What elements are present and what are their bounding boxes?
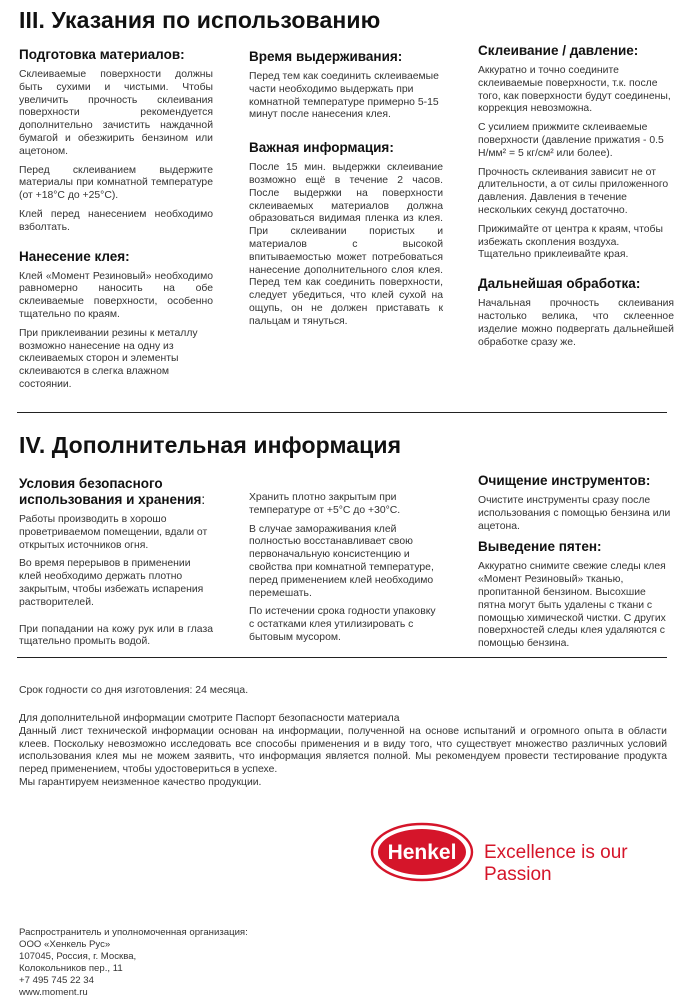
- paragraph: Клей «Момент Резиновый» необходимо равномерно наносить на обе склеиваемые поверхности, особенно тщательно по краям.: [19, 270, 213, 320]
- heading-safe-use-storage: [19, 476, 213, 508]
- paragraph: Аккуратно и точно соедините склеиваемые поверхности, т.к. после того, как поверхности будут соединены, коррекция невозможна.: [478, 65, 671, 115]
- paragraph: При попадании на кожу рук или в глаза тщательно промыть водой.: [19, 623, 213, 648]
- paragraph: Прижимайте от центра к краям, чтобы избежать скопления воздуха. Тщательно приклеивайте края.: [478, 223, 663, 261]
- section-3-title: III. Указания по использованию: [19, 7, 381, 33]
- slogan: Excellence is our Passion: [484, 842, 628, 885]
- paragraph: При приклеивании резины к металлу возможно нанесение на одну из склеиваемых сторон и элементы склеиваются в слегка влажном состоянии.: [19, 327, 198, 390]
- section-divider: [17, 412, 667, 413]
- heading-further-processing: Дальнейшая обработка:: [478, 276, 641, 292]
- distributor-line: Распространитель и уполномоченная организация:: [19, 927, 248, 938]
- henkel-logo: [370, 822, 474, 882]
- paragraph: По истечении срока годности упаковку с остатками клея утилизировать с бытовым мусором.: [249, 606, 436, 643]
- paragraph: Прочность склеивания зависит не от длительности, а от силы приложенного давления. Давления в течение нескольких секунд достаточно.: [478, 166, 669, 216]
- distributor-phone: +7 495 745 22 34: [19, 975, 94, 986]
- distributor-block: [19, 927, 248, 999]
- paragraph: Работы производить в хорошо проветриваемом помещении, вдали от открытых источников огня.: [19, 514, 208, 551]
- disclaimer-text: Данный лист технической информации основан на информации, полученной на основе испытаний и огромного опыта в области клеев. Поскольку невозможно исследовать все способы применения и в виду того, что существует множество различных условий использования клея мы не можем заявить, что информация является полной. Мы рекомендуем провести тестирование продукта перед применением, чтобы удостовериться в успехе.: [19, 725, 667, 776]
- logo-wordmark: Henkel: [387, 841, 457, 864]
- heading-bonding-pressure: Склеивание / давление:: [478, 43, 639, 58]
- datasheet-reference: Для дополнительной информации смотрите Паспорт безопасности материала: [19, 713, 400, 724]
- paragraph: Перед склеиванием выдержите материалы при комнатной температуре (от +18°С до +25°С).: [19, 164, 213, 202]
- distributor-line: ООО «Хенкель Рус»: [19, 939, 111, 950]
- s4-column-1: [19, 476, 213, 655]
- paragraph: Перед тем как соединить склеиваемые части необходимо выдержать при комнатной температуре примерно 5-15 минут после нанесения клея.: [249, 71, 439, 121]
- distributor-line: 107045, Россия, г. Москва,: [19, 951, 137, 962]
- heading-colon: :: [201, 492, 206, 507]
- distributor-line: Колокольников пер., 11: [19, 963, 123, 974]
- heading-line-2: использования и хранения: [19, 492, 202, 507]
- paragraph: Во время перерывов в применении клей необходимо держать плотно закрытым, чтобы избежать испарения растворителей.: [19, 558, 204, 608]
- paragraph: Очистите инструменты сразу после использования с помощью бензина или ацетона.: [478, 495, 671, 532]
- s3-column-2: [249, 49, 443, 335]
- paragraph: Хранить плотно закрытым при температуре от +5°С до +30°С.: [249, 492, 401, 516]
- paragraph: В случае замораживания клей полностью восстанавливает свою первоначальную консистенцию и свойства при комнатной температуре, перед применением клей необходимо перемешать.: [249, 523, 434, 599]
- paragraph: Аккуратно снимите свежие следы клея «Момент Резиновый» тканью, пропитанной бензином. Высохшие пятна могут быть удалены с ткани с помощью химической чистки. С других поверхностей следы клея удаляются с помощью бензина.: [478, 561, 666, 650]
- heading-glue-application: Нанесение клея:: [19, 248, 130, 264]
- paragraph: Клей перед нанесением необходимо взболтать.: [19, 208, 213, 233]
- paragraph: После 15 мин. выдержки склеивание возможно ещё в течение 2 часов. После выдержки на поверхности склеиваемых материалов должна образоваться видимая пленка из клея. При склеивании пористых и материалов с высокой впитываемостью может потребоваться нанесение дополнительного слоя клея. Перед тем как соединить поверхности, следует убедиться, что клей сухой на ощупь, он не должен приставать к пальцам и тянуться.: [249, 162, 443, 327]
- section-4-title: IV. Дополнительная информация: [19, 432, 402, 458]
- s3-column-3: [478, 43, 674, 355]
- distributor-website: www.moment.ru: [19, 987, 88, 998]
- paragraph: Начальная прочность склеивания настолько велика, что склеенное изделие можно подвергать дальнейшей обработке сразу же.: [478, 298, 674, 348]
- s3-column-1: [19, 47, 213, 398]
- s4-column-2: [249, 492, 443, 651]
- disclaimer: [19, 713, 667, 790]
- heading-stain-removal: Выведение пятен:: [478, 539, 602, 555]
- heading-tool-cleaning: Очищение инструментов:: [478, 473, 651, 488]
- section-divider: [17, 657, 667, 658]
- paragraph: С усилием прижмите склеиваемые поверхности (давление прижатия - 0.5 Н/мм² = 5 кг/см² или более).: [478, 122, 664, 159]
- heading-important-info: Важная информация:: [249, 140, 394, 156]
- s4-column-3: [478, 473, 674, 657]
- heading-line-1: Условия безопасного: [19, 476, 163, 491]
- shelf-life-text: Срок годности со дня изготовления: 24 месяца.: [19, 685, 249, 696]
- quality-guarantee: Мы гарантируем неизменное качество продукции.: [19, 776, 262, 788]
- heading-curing-time: Время выдерживания:: [249, 49, 403, 64]
- shelf-life: [19, 685, 669, 698]
- paragraph: Склеиваемые поверхности должны быть сухими и чистыми. Чтобы увеличить прочность склеивания поверхности рекомендуется дополнительно зачистить наждачной бумагой и обезжирить бензином или ацетоном.: [19, 69, 213, 157]
- heading-material-prep: Подготовка материалов:: [19, 47, 185, 62]
